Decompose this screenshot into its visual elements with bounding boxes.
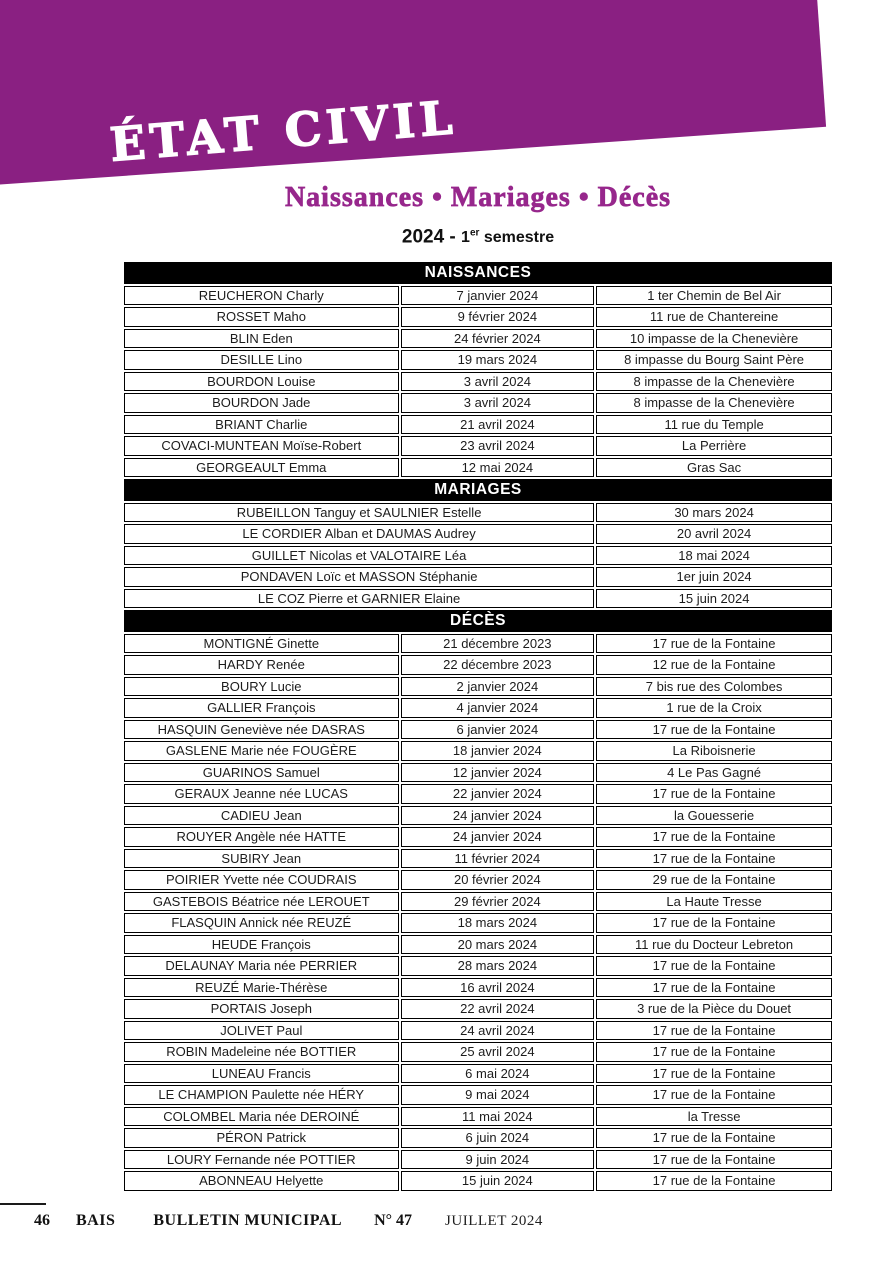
table-cell: JOLIVET Paul xyxy=(124,1021,399,1041)
table-row xyxy=(124,634,832,654)
table-row xyxy=(124,350,832,370)
table-cell: 17 rue de la Fontaine xyxy=(596,634,832,654)
table-cell: 17 rue de la Fontaine xyxy=(596,1064,832,1084)
table-row xyxy=(124,1128,832,1148)
table-cell: 1 rue de la Croix xyxy=(596,698,832,718)
period-ordinal: er xyxy=(469,228,480,239)
table-cell: 4 Le Pas Gagné xyxy=(596,763,832,783)
section-header-row xyxy=(124,479,832,501)
table-row xyxy=(124,698,832,718)
table-cell: 8 impasse de la Chenevière xyxy=(596,393,832,413)
records-table-wrap xyxy=(122,260,834,1193)
table-row xyxy=(124,978,832,998)
page-subtitle: Naissances • Mariages • Décès xyxy=(284,182,672,213)
table-cell: 17 rue de la Fontaine xyxy=(596,978,832,998)
table-row xyxy=(124,393,832,413)
table-cell: 7 janvier 2024 xyxy=(401,286,595,306)
table-cell: 11 rue de Chantereine xyxy=(596,307,832,327)
table-row xyxy=(124,677,832,697)
table-cell: 6 juin 2024 xyxy=(401,1128,595,1148)
table-row xyxy=(124,892,832,912)
table-cell: 17 rue de la Fontaine xyxy=(596,720,832,740)
section-header-row xyxy=(124,262,832,284)
table-cell: La Perrière xyxy=(596,436,832,456)
table-cell: 9 mai 2024 xyxy=(401,1085,595,1105)
table-cell: 18 mai 2024 xyxy=(596,546,832,566)
table-cell: 10 impasse de la Chenevière xyxy=(596,329,832,349)
table-cell: RUBEILLON Tanguy et SAULNIER Estelle xyxy=(124,503,594,523)
table-row xyxy=(124,546,832,566)
period-number: 1 xyxy=(461,229,470,247)
period-rest: semestre xyxy=(479,229,555,247)
table-cell: 17 rue de la Fontaine xyxy=(596,1021,832,1041)
table-row xyxy=(124,806,832,826)
period-line xyxy=(122,223,834,249)
table-cell: La Riboisnerie xyxy=(596,741,832,761)
table-row xyxy=(124,741,832,761)
table-cell: 29 février 2024 xyxy=(401,892,595,912)
table-cell: 11 mai 2024 xyxy=(401,1107,595,1127)
table-cell: REUZÉ Marie-Thérèse xyxy=(124,978,399,998)
table-cell: 11 rue du Temple xyxy=(596,415,832,435)
table-row xyxy=(124,1042,832,1062)
table-row xyxy=(124,415,832,435)
table-cell: DELAUNAY Maria née PERRIER xyxy=(124,956,399,976)
table-row xyxy=(124,935,832,955)
section-title: MARIAGES xyxy=(124,479,832,501)
table-cell: 6 mai 2024 xyxy=(401,1064,595,1084)
table-cell: La Haute Tresse xyxy=(596,892,832,912)
table-row xyxy=(124,329,832,349)
table-cell: 9 juin 2024 xyxy=(401,1150,595,1170)
table-cell: 7 bis rue des Colombes xyxy=(596,677,832,697)
table-cell: DESILLE Lino xyxy=(124,350,399,370)
table-cell: REUCHERON Charly xyxy=(124,286,399,306)
table-cell: Gras Sac xyxy=(596,458,832,478)
table-cell: 24 janvier 2024 xyxy=(401,806,595,826)
table-row xyxy=(124,372,832,392)
table-cell: 3 rue de la Pièce du Douet xyxy=(596,999,832,1019)
table-cell: 16 avril 2024 xyxy=(401,978,595,998)
section-header-row xyxy=(124,610,832,632)
table-row xyxy=(124,870,832,890)
table-row xyxy=(124,567,832,587)
table-row xyxy=(124,720,832,740)
table-cell: ROSSET Maho xyxy=(124,307,399,327)
section-title: NAISSANCES xyxy=(124,262,832,284)
table-cell: LUNEAU Francis xyxy=(124,1064,399,1084)
table-row xyxy=(124,849,832,869)
table-row xyxy=(124,784,832,804)
table-cell: PÉRON Patrick xyxy=(124,1128,399,1148)
table-row xyxy=(124,436,832,456)
table-cell: 3 avril 2024 xyxy=(401,372,595,392)
table-cell: 17 rue de la Fontaine xyxy=(596,956,832,976)
table-row xyxy=(124,1150,832,1170)
table-row xyxy=(124,307,832,327)
table-row xyxy=(124,458,832,478)
table-row xyxy=(124,503,832,523)
table-cell: 23 avril 2024 xyxy=(401,436,595,456)
table-row xyxy=(124,589,832,609)
table-cell: 8 impasse du Bourg Saint Père xyxy=(596,350,832,370)
table-cell: 15 juin 2024 xyxy=(401,1171,595,1191)
table-cell: HEUDE François xyxy=(124,935,399,955)
table-row xyxy=(124,827,832,847)
table-cell: 19 mars 2024 xyxy=(401,350,595,370)
table-cell: BOURDON Jade xyxy=(124,393,399,413)
footer-town: BAIS xyxy=(76,1212,116,1229)
page-title: ÉTAT CIVIL xyxy=(108,90,460,172)
table-cell: 8 impasse de la Chenevière xyxy=(596,372,832,392)
table-row xyxy=(124,1085,832,1105)
table-cell: CADIEU Jean xyxy=(124,806,399,826)
table-cell: 9 février 2024 xyxy=(401,307,595,327)
table-cell: 17 rue de la Fontaine xyxy=(596,1042,832,1062)
table-cell: 17 rue de la Fontaine xyxy=(596,827,832,847)
table-cell: GERAUX Jeanne née LUCAS xyxy=(124,784,399,804)
footer-publication: BULLETIN MUNICIPAL xyxy=(153,1212,343,1229)
table-row xyxy=(124,286,832,306)
table-cell: GASLENE Marie née FOUGÈRE xyxy=(124,741,399,761)
table-cell: 24 janvier 2024 xyxy=(401,827,595,847)
table-cell: 11 février 2024 xyxy=(401,849,595,869)
table-cell: BRIANT Charlie xyxy=(124,415,399,435)
table-cell: ROBIN Madeleine née BOTTIER xyxy=(124,1042,399,1062)
footer xyxy=(0,1212,892,1230)
table-cell: 17 rue de la Fontaine xyxy=(596,1150,832,1170)
table-cell: 20 mars 2024 xyxy=(401,935,595,955)
table-cell: GUARINOS Samuel xyxy=(124,763,399,783)
table-cell: 17 rue de la Fontaine xyxy=(596,849,832,869)
table-cell: 12 mai 2024 xyxy=(401,458,595,478)
table-cell: 21 avril 2024 xyxy=(401,415,595,435)
table-cell: 17 rue de la Fontaine xyxy=(596,1128,832,1148)
table-cell: ABONNEAU Helyette xyxy=(124,1171,399,1191)
table-row xyxy=(124,1021,832,1041)
table-cell: 30 mars 2024 xyxy=(596,503,832,523)
table-row xyxy=(124,524,832,544)
table-row xyxy=(124,999,832,1019)
table-cell: HASQUIN Geneviève née DASRAS xyxy=(124,720,399,740)
table-cell: 3 avril 2024 xyxy=(401,393,595,413)
table-cell: BOURDON Louise xyxy=(124,372,399,392)
table-cell: 22 décembre 2023 xyxy=(401,655,595,675)
table-cell: 1 ter Chemin de Bel Air xyxy=(596,286,832,306)
section-title: DÉCÈS xyxy=(124,610,832,632)
table-cell: LE COZ Pierre et GARNIER Elaine xyxy=(124,589,594,609)
table-cell: la Tresse xyxy=(596,1107,832,1127)
table-cell: 28 mars 2024 xyxy=(401,956,595,976)
table-cell: 24 février 2024 xyxy=(401,329,595,349)
table-cell: BLIN Eden xyxy=(124,329,399,349)
table-cell: 11 rue du Docteur Lebreton xyxy=(596,935,832,955)
table-cell: 20 février 2024 xyxy=(401,870,595,890)
table-cell: LE CORDIER Alban et DAUMAS Audrey xyxy=(124,524,594,544)
table-row xyxy=(124,763,832,783)
table-cell: GUILLET Nicolas et VALOTAIRE Léa xyxy=(124,546,594,566)
table-cell: GEORGEAULT Emma xyxy=(124,458,399,478)
table-cell: HARDY Renée xyxy=(124,655,399,675)
table-cell: GASTEBOIS Béatrice née LEROUET xyxy=(124,892,399,912)
table-row xyxy=(124,1064,832,1084)
table-row xyxy=(124,655,832,675)
table-cell: 6 janvier 2024 xyxy=(401,720,595,740)
table-row xyxy=(124,913,832,933)
table-cell: 22 janvier 2024 xyxy=(401,784,595,804)
table-cell: 18 janvier 2024 xyxy=(401,741,595,761)
table-cell: GALLIER François xyxy=(124,698,399,718)
table-cell: FLASQUIN Annick née REUZÉ xyxy=(124,913,399,933)
table-cell: MONTIGNÉ Ginette xyxy=(124,634,399,654)
table-cell: la Gouesserie xyxy=(596,806,832,826)
table-cell: COLOMBEL Maria née DEROINÉ xyxy=(124,1107,399,1127)
records-table xyxy=(122,260,834,1193)
table-cell: 29 rue de la Fontaine xyxy=(596,870,832,890)
table-cell: 21 décembre 2023 xyxy=(401,634,595,654)
table-cell: 18 mars 2024 xyxy=(401,913,595,933)
table-cell: 1er juin 2024 xyxy=(596,567,832,587)
table-cell: ROUYER Angèle née HATTE xyxy=(124,827,399,847)
table-cell: 2 janvier 2024 xyxy=(401,677,595,697)
table-cell: 12 rue de la Fontaine xyxy=(596,655,832,675)
table-cell: SUBIRY Jean xyxy=(124,849,399,869)
table-cell: BOURY Lucie xyxy=(124,677,399,697)
table-cell: 15 juin 2024 xyxy=(596,589,832,609)
table-cell: PORTAIS Joseph xyxy=(124,999,399,1019)
table-cell: PONDAVEN Loïc et MASSON Stéphanie xyxy=(124,567,594,587)
table-row xyxy=(124,1107,832,1127)
table-cell: 22 avril 2024 xyxy=(401,999,595,1019)
table-cell: 17 rue de la Fontaine xyxy=(596,1171,832,1191)
footer-date: JUILLET 2024 xyxy=(445,1213,543,1229)
table-cell: 17 rue de la Fontaine xyxy=(596,1085,832,1105)
table-cell: 20 avril 2024 xyxy=(596,524,832,544)
footer-rule xyxy=(0,1203,46,1205)
table-row xyxy=(124,956,832,976)
table-cell: COVACI-MUNTEAN Moïse-Robert xyxy=(124,436,399,456)
table-cell: 4 janvier 2024 xyxy=(401,698,595,718)
table-cell: 17 rue de la Fontaine xyxy=(596,913,832,933)
period-year: 2024 - xyxy=(401,226,462,248)
table-cell: 17 rue de la Fontaine xyxy=(596,784,832,804)
table-row xyxy=(124,1171,832,1191)
table-cell: POIRIER Yvette née COUDRAIS xyxy=(124,870,399,890)
footer-page-number: 46 xyxy=(34,1212,50,1229)
table-cell: 24 avril 2024 xyxy=(401,1021,595,1041)
table-cell: 12 janvier 2024 xyxy=(401,763,595,783)
table-cell: LE CHAMPION Paulette née HÉRY xyxy=(124,1085,399,1105)
footer-issue-number: N° 47 xyxy=(374,1212,413,1229)
table-cell: LOURY Fernande née POTTIER xyxy=(124,1150,399,1170)
table-cell: 25 avril 2024 xyxy=(401,1042,595,1062)
